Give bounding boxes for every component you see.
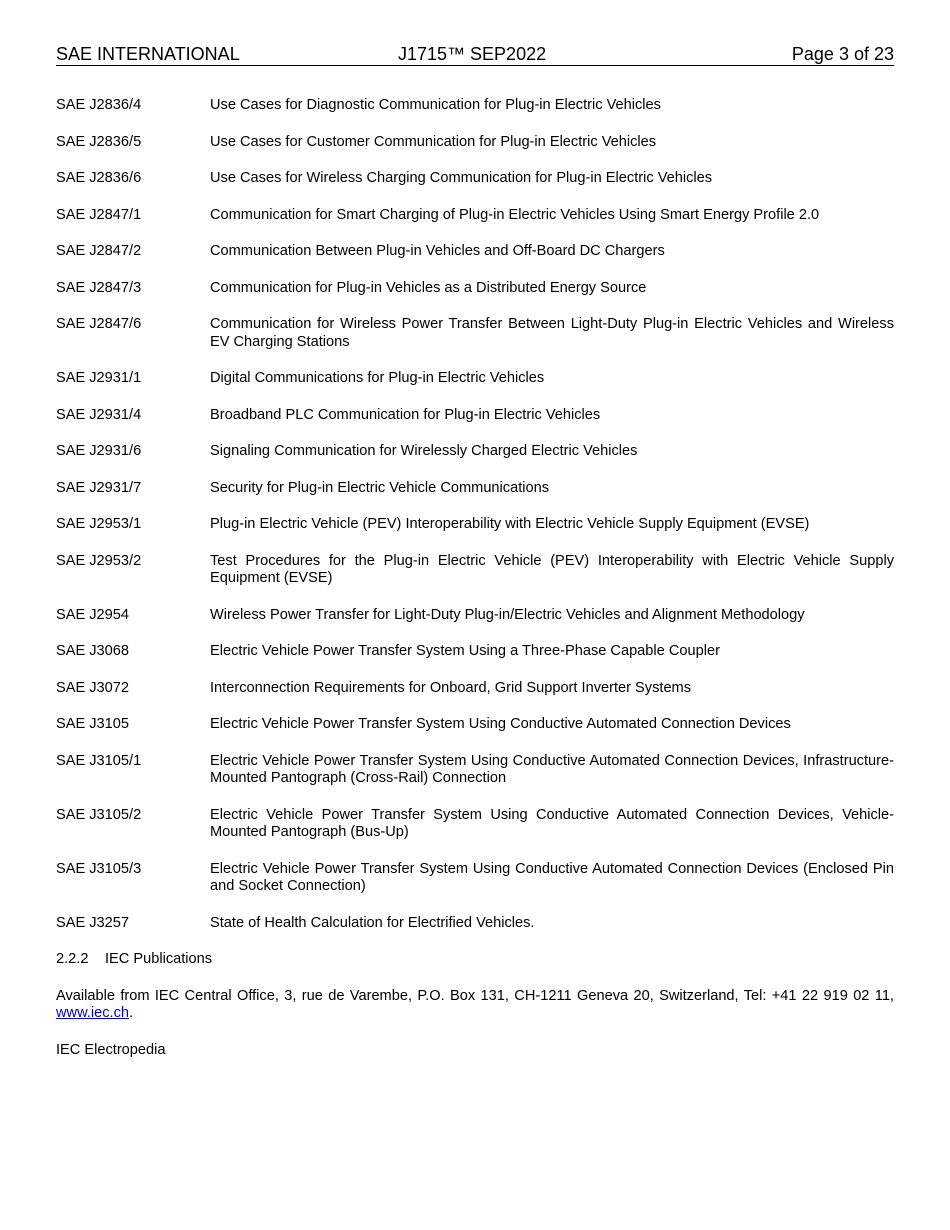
- reference-row: [56, 243, 894, 261]
- reference-title: Electric Vehicle Power Transfer System Using Conductive Automated Connection Devices, Vehicle-Mounted Pantograph (Bus-Up): [210, 806, 894, 840]
- reference-title: Electric Vehicle Power Transfer System Using Conductive Automated Connection Devices, Infrastructure-Mounted Pantograph (Cross-Rail) Connection: [210, 752, 894, 786]
- reference-row: [56, 915, 894, 933]
- reference-title: Communication Between Plug-in Vehicles and Off-Board DC Chargers: [210, 243, 665, 259]
- reference-row: [56, 553, 894, 588]
- reference-row: [56, 443, 894, 461]
- reference-title: Communication for Wireless Power Transfer Between Light-Duty Plug-in Electric Vehicles and Wireless EV Charging Stations: [210, 316, 894, 350]
- reference-row: [56, 753, 894, 788]
- reference-code: SAE J3105: [56, 716, 130, 732]
- header-page-number: Page 3 of 23: [791, 44, 894, 64]
- reference-list: [56, 97, 894, 1078]
- reference-row: [56, 480, 894, 498]
- reference-title: Security for Plug-in Electric Vehicle Communications: [210, 479, 550, 496]
- reference-code: SAE J3105/3: [56, 860, 142, 877]
- section-number: 2.2.2: [56, 951, 89, 967]
- reference-code: SAE J3105/2: [56, 806, 142, 823]
- reference-code: SAE J2847/3: [56, 279, 142, 296]
- header-org: SAE INTERNATIONAL: [56, 44, 240, 64]
- reference-title: Signaling Communication for Wirelessly Charged Electric Vehicles: [210, 443, 638, 459]
- reference-code: SAE J3072: [56, 679, 130, 696]
- reference-row: [56, 207, 894, 225]
- header-doc-id: J1715™ SEP2022: [398, 44, 547, 64]
- reference-code: SAE J3068: [56, 643, 130, 659]
- reference-title: Plug-in Electric Vehicle (PEV) Interoperability with Electric Vehicle Supply Equipment (EVSE): [210, 516, 810, 532]
- reference-row: [56, 170, 894, 188]
- reference-code: SAE J2931/4: [56, 406, 142, 423]
- reference-row: [56, 680, 894, 698]
- availability-text: Available from IEC Central Office, 3, rue de Varembe, P.O. Box 131, CH-1211 Geneva 20, Switzerland, Tel: +41 22 919 02 11,: [56, 987, 894, 1004]
- reference-code: SAE J2931/6: [56, 443, 142, 459]
- page-header: [56, 43, 894, 66]
- reference-code: SAE J3105/1: [56, 752, 142, 769]
- reference-code: SAE J2847/2: [56, 243, 142, 259]
- reference-row: [56, 643, 894, 661]
- reference-title: Broadband PLC Communication for Plug-in Electric Vehicles: [210, 406, 601, 423]
- reference-row: [56, 807, 894, 842]
- reference-title: Use Cases for Customer Communication for Plug-in Electric Vehicles: [210, 133, 657, 150]
- reference-code: SAE J2953/1: [56, 516, 142, 532]
- reference-row: [56, 280, 894, 298]
- reference-code: SAE J2836/4: [56, 97, 142, 113]
- reference-code: SAE J2931/7: [56, 479, 142, 496]
- reference-row: [56, 716, 894, 734]
- reference-title: Test Procedures for the Plug-in Electric Vehicle (PEV) Interoperability with Electric Vehicle Supply Equipment (EVSE): [210, 552, 894, 586]
- reference-row: [56, 861, 894, 896]
- reference-row: [56, 370, 894, 388]
- reference-title: Use Cases for Wireless Charging Communication for Plug-in Electric Vehicles: [210, 170, 713, 186]
- reference-code: SAE J2836/6: [56, 170, 142, 186]
- iec-website-link[interactable]: www.iec.ch: [56, 1005, 129, 1021]
- availability-after: .: [129, 1005, 134, 1021]
- reference-code: SAE J2836/5: [56, 133, 142, 150]
- reference-title: Electric Vehicle Power Transfer System Using Conductive Automated Connection Devices (Enclosed Pin and Socket Connection): [210, 860, 894, 894]
- reference-row: [56, 97, 894, 115]
- reference-code: SAE J2954: [56, 606, 130, 623]
- iec-electropedia-item: IEC Electropedia: [56, 1041, 166, 1058]
- section-title: IEC Publications: [105, 951, 213, 967]
- reference-title: Communication for Plug-in Vehicles as a Distributed Energy Source: [210, 279, 647, 296]
- reference-title: Digital Communications for Plug-in Electric Vehicles: [210, 370, 545, 386]
- reference-code: SAE J2953/2: [56, 552, 142, 569]
- reference-row: [56, 516, 894, 534]
- section-heading: [56, 951, 894, 969]
- reference-title: Electric Vehicle Power Transfer System Using a Three-Phase Capable Coupler: [210, 643, 720, 659]
- reference-row: [56, 607, 894, 625]
- reference-code: SAE J2847/6: [56, 316, 142, 332]
- reference-row: [56, 407, 894, 425]
- reference-title: State of Health Calculation for Electrified Vehicles.: [210, 914, 535, 931]
- reference-row: [56, 316, 894, 351]
- reference-code: SAE J2931/1: [56, 370, 142, 386]
- reference-title: Use Cases for Diagnostic Communication for Plug-in Electric Vehicles: [210, 97, 661, 113]
- reference-title: Electric Vehicle Power Transfer System Using Conductive Automated Connection Devices: [210, 716, 791, 732]
- reference-row: [56, 134, 894, 152]
- reference-title: Interconnection Requirements for Onboard, Grid Support Inverter Systems: [210, 679, 692, 696]
- reference-code: SAE J3257: [56, 914, 130, 931]
- reference-title: Wireless Power Transfer for Light-Duty Plug-in/Electric Vehicles and Alignment Methodology: [210, 606, 805, 623]
- availability-paragraph: [56, 988, 894, 1023]
- reference-code: SAE J2847/1: [56, 206, 142, 223]
- reference-title: Communication for Smart Charging of Plug-in Electric Vehicles Using Smart Energy Profile 2.0: [210, 206, 820, 223]
